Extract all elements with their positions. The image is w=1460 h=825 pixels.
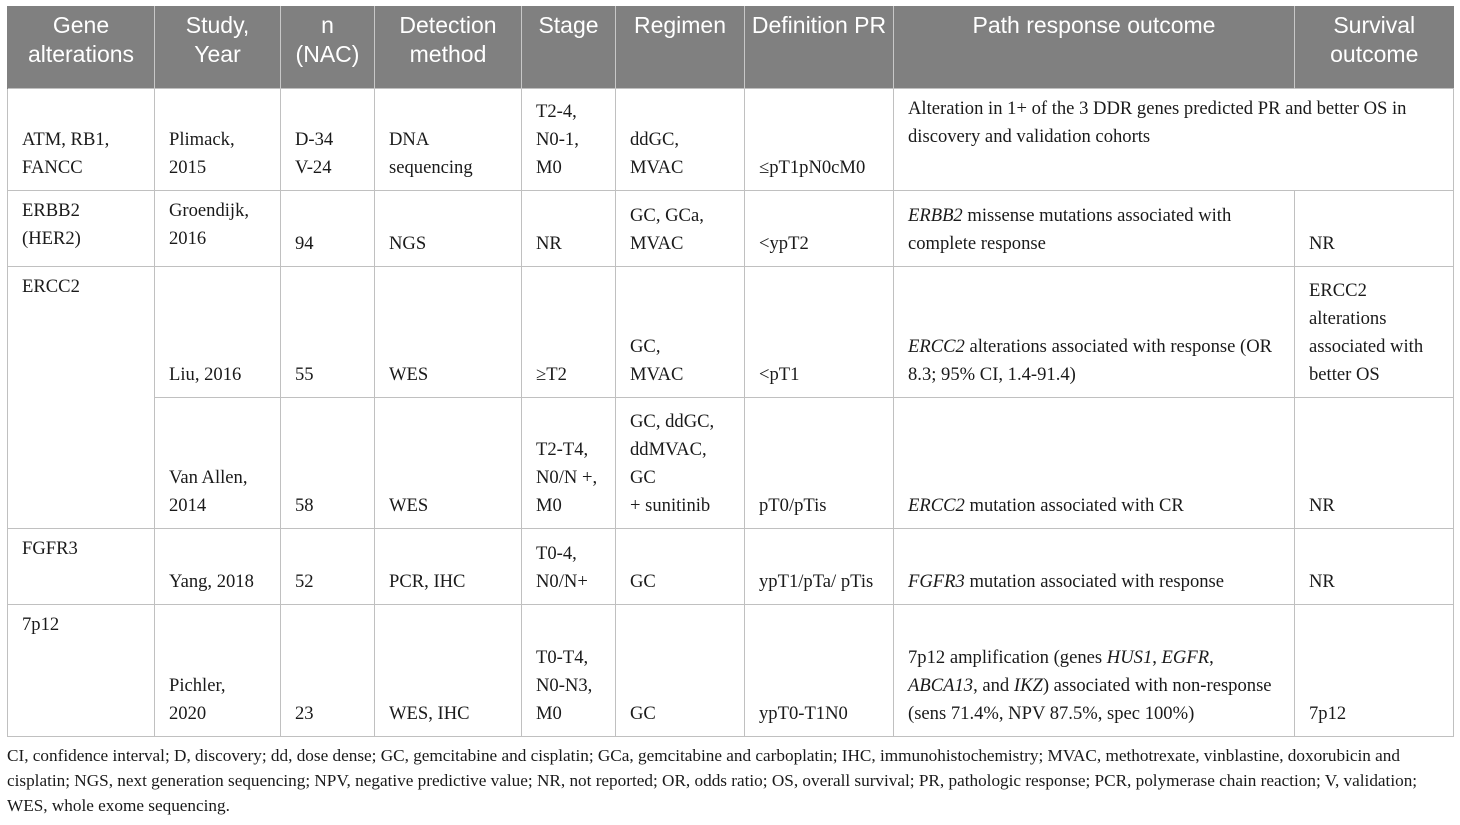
- cell-regimen: GC, GCa, MVAC: [616, 190, 745, 266]
- header-path-response-outcome: Path response outcome: [894, 6, 1295, 88]
- cell-n: 55: [281, 266, 375, 397]
- cell-survival: NR: [1295, 528, 1454, 604]
- header-detection-method: Detection method: [375, 6, 522, 88]
- table-row-atm: [8, 88, 1454, 190]
- cell-n: D-34 V-24: [281, 88, 375, 190]
- outcome-gene-name: FGFR3: [908, 570, 965, 592]
- cell-method: WES, IHC: [375, 604, 522, 736]
- header-study-year: Study, Year: [155, 6, 281, 88]
- cell-method: NGS: [375, 190, 522, 266]
- cell-survival: 7p12: [1295, 604, 1454, 736]
- outcome-gene-name: EGFR: [1161, 646, 1210, 668]
- cell-stage: ≥T2: [522, 266, 616, 397]
- cell-regimen: ddGC, MVAC: [616, 88, 745, 190]
- cell-path-outcome: [894, 397, 1295, 528]
- cell-method: WES: [375, 266, 522, 397]
- table-row-erbb2: [8, 190, 1454, 266]
- cell-method: DNA sequencing: [375, 88, 522, 190]
- cell-survival: NR: [1295, 397, 1454, 528]
- outcome-gene-name: HUS1: [1106, 646, 1153, 668]
- cell-path-outcome: [894, 604, 1295, 736]
- cell-regimen: GC: [616, 604, 745, 736]
- table-header: [8, 6, 1454, 88]
- outcome-text: 7p12 amplification (genes: [908, 646, 1107, 668]
- cell-study: Plimack, 2015: [155, 88, 281, 190]
- cell-definition-pr: <pT1: [745, 266, 894, 397]
- cell-regimen: GC, MVAC: [616, 266, 745, 397]
- cell-gene: ATM, RB1, FANCC: [8, 88, 155, 190]
- header-definition-pr: Definition PR: [745, 6, 894, 88]
- table-footnote: CI, confidence interval; D, discovery; dd, dose dense; GC, gemcitabine and cisplatin; GCa, gemcitabine and carboplatin; IHC, immunohistochemistry; MVAC, methotrexate, vinblastine, doxorubicin and cisplatin; NGS, next generation sequencing; NPV, negative predictive value; NR, not reported; OR, odds ratio; OS, overall survival; PR, pathologic response; PCR, polymerase chain reaction; V, validation; WES, whole exome sequencing.: [7, 746, 1418, 815]
- cell-study: Liu, 2016: [155, 266, 281, 397]
- cell-study: Yang, 2018: [155, 528, 281, 604]
- cell-stage: T2-T4, N0/N +, M0: [522, 397, 616, 528]
- cell-study: Pichler, 2020: [155, 604, 281, 736]
- cell-definition-pr: ypT1/pTa/ pTis: [745, 528, 894, 604]
- outcome-text: alterations associated with response (OR 8.3; 95% CI, 1.4-91.4): [908, 335, 1273, 385]
- outcome-text: ) associated with non-response (sens 71.4%, NPV 87.5%, spec 100%): [908, 674, 1272, 724]
- cell-n: 58: [281, 397, 375, 528]
- table-row-7p12: [8, 604, 1454, 736]
- cell-method: WES: [375, 397, 522, 528]
- header-regimen: Regimen: [616, 6, 745, 88]
- outcome-gene-name: ERBB2: [908, 204, 963, 226]
- table-row-ercc2-liu: [8, 266, 1454, 397]
- outcome-gene-name: ERCC2: [908, 494, 965, 516]
- table-row-ercc2-vanallen: [8, 397, 1454, 528]
- gene-alterations-table: [7, 6, 1454, 737]
- cell-definition-pr: pT0/pTis: [745, 397, 894, 528]
- cell-study: Van Allen, 2014: [155, 397, 281, 528]
- cell-path-outcome: Alteration in 1+ of the 3 DDR genes predicted PR and better OS in discovery and validation cohorts: [894, 88, 1454, 190]
- cell-stage: T0-T4, N0-N3, M0: [522, 604, 616, 736]
- cell-n: 52: [281, 528, 375, 604]
- cell-survival: ERCC2 alterations associated with better OS: [1295, 266, 1454, 397]
- cell-gene: FGFR3: [8, 528, 155, 604]
- gene-alterations-table-container: [7, 6, 1453, 737]
- outcome-text: mutation associated with CR: [964, 494, 1184, 516]
- cell-study: Groendijk, 2016: [155, 190, 281, 266]
- cell-gene: 7p12: [8, 604, 155, 736]
- cell-stage: T2-4, N0-1, M0: [522, 88, 616, 190]
- cell-n: 94: [281, 190, 375, 266]
- cell-regimen: GC, ddGC, ddMVAC, GC + sunitinib: [616, 397, 745, 528]
- cell-path-outcome: [894, 266, 1295, 397]
- outcome-text: mutation associated with response: [964, 570, 1225, 592]
- outcome-text: ,: [1152, 646, 1162, 668]
- cell-definition-pr: <ypT2: [745, 190, 894, 266]
- outcome-gene-name: ABCA13: [908, 674, 974, 696]
- cell-stage: T0-4, N0/N+: [522, 528, 616, 604]
- outcome-gene-name: ERCC2: [908, 335, 965, 357]
- outcome-text: ,: [1209, 646, 1214, 668]
- outcome-text: , and: [973, 674, 1014, 696]
- cell-path-outcome: [894, 528, 1295, 604]
- cell-survival: NR: [1295, 190, 1454, 266]
- header-n-nac: n (NAC): [281, 6, 375, 88]
- table-row-fgfr3: [8, 528, 1454, 604]
- cell-definition-pr: ≤pT1pN0cM0: [745, 88, 894, 190]
- cell-gene: ERCC2: [8, 266, 155, 528]
- cell-gene: ERBB2 (HER2): [8, 190, 155, 266]
- header-survival-outcome: Survival outcome: [1295, 6, 1454, 88]
- cell-path-outcome: [894, 190, 1295, 266]
- outcome-text: missense mutations associated with complete response: [908, 204, 1232, 254]
- cell-n: 23: [281, 604, 375, 736]
- cell-stage: NR: [522, 190, 616, 266]
- cell-regimen: GC: [616, 528, 745, 604]
- header-gene-alterations: Gene alterations: [8, 6, 155, 88]
- cell-method: PCR, IHC: [375, 528, 522, 604]
- cell-definition-pr: ypT0-T1N0: [745, 604, 894, 736]
- outcome-gene-name: IKZ: [1013, 674, 1043, 696]
- header-stage: Stage: [522, 6, 616, 88]
